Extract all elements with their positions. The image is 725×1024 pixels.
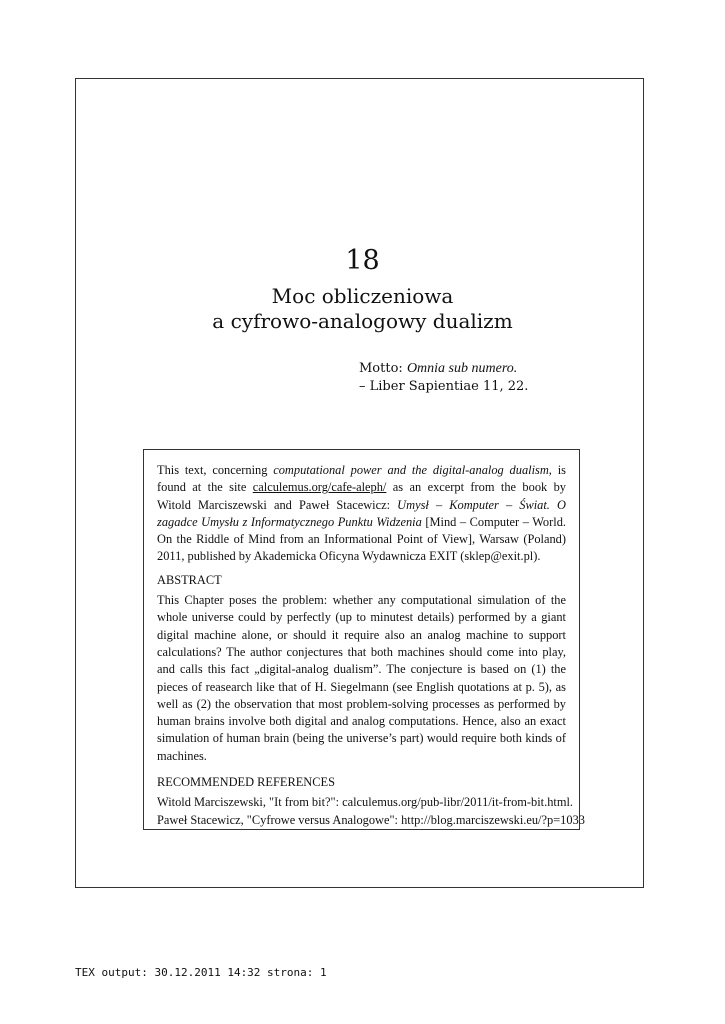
reference-item: Paweł Stacewicz, "Cyfrowe versus Analogowe": http://blog.marciszewski.eu/?p=1033	[157, 812, 585, 827]
reference-item: Witold Marciszewski, "It from bit?": calculemus.org/pub-libr/2011/it-from-bit.html.	[157, 795, 574, 810]
chapter-title-line-2: a cyfrowo-analogowy dualizm	[212, 309, 513, 333]
book-title: Umysł – Komputer – Świat. O zagadce Umysłu z Informatycznego Punktu Widzenia	[157, 497, 566, 529]
intro-text-2: , is found at the site	[157, 463, 566, 495]
motto-source: – Liber Sapientiae 11, 22.	[359, 379, 529, 394]
references-heading: RECOMMENDED REFERENCES	[157, 775, 335, 790]
motto	[359, 360, 528, 396]
site-link[interactable]: calculemus.org/cafe-aleph/	[252, 480, 387, 495]
intro-text-4: [Mind – Computer – World. On the Riddle of Mind from an Informational Point of View], Warsaw (Poland) 2011, published by Akademicka Oficyna Wydawnicza EXIT (sklep@exit.pl).	[157, 514, 566, 564]
tex-output-footer: TEX output: 30.12.2011 14:32 strona: 1	[75, 966, 327, 979]
references-list	[157, 794, 585, 829]
motto-label: Motto:	[359, 361, 403, 376]
intro-text-1: This text, concerning	[157, 463, 274, 477]
motto-quote: Omnia sub numero.	[406, 361, 518, 376]
abstract-box-content	[157, 462, 585, 829]
chapter-title	[0, 284, 725, 334]
chapter-number: 18	[345, 245, 380, 276]
intro-paragraph	[157, 462, 566, 566]
intro-text-3: as an excerpt from the book by Witold Marciszewski and Paweł Stacewicz:	[157, 480, 566, 512]
intro-italic-topic: computational power and the digital-analog dualism	[273, 463, 549, 477]
abstract-heading: ABSTRACT	[157, 572, 222, 587]
chapter-title-line-1: Moc obliczeniowa	[271, 284, 454, 308]
abstract-text: This Chapter poses the problem: whether any computational simulation of the whole universe could by perfectly (up to minutest details) performed by a giant digital machine alone, or should it require also an analog machine to support calculations? The author conjectures that both machines should come into play, and calls this fact „digital-analog dualism”. The conjecture is based on (1) the pieces of reasearch like that of H. Siegelmann (see English quotations at p. 5), as well as (2) the observation that most problem-solving processes as performed by human brains involve both digital and analog computations. Hence, also an exact simulation of human brain (being the universe’s part) would require both kinds of machines.	[157, 593, 566, 763]
